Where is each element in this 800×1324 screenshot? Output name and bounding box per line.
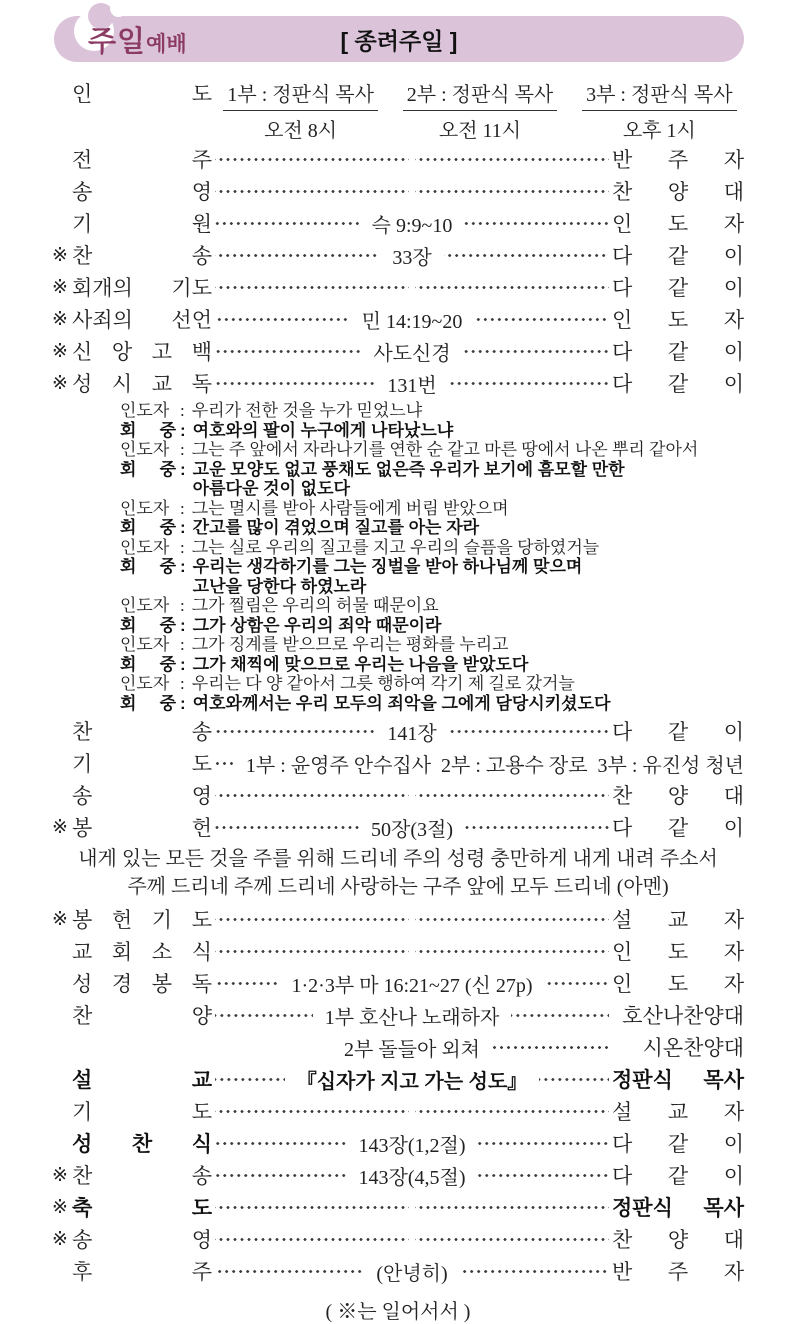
standing-marker: ※ <box>52 340 68 362</box>
reading-line <box>120 401 744 421</box>
item-center: 1·2·3부 마 16:21~27 (신 27p) <box>291 974 533 997</box>
dotted-leader <box>415 1095 609 1127</box>
order-row-benediction <box>52 1191 744 1223</box>
dotted-leader <box>215 1159 347 1191</box>
dotted-leader <box>215 903 409 935</box>
item-center: 2부 돌들아 외쳐 <box>344 1038 480 1061</box>
item-right: 다 같 이 <box>612 276 744 300</box>
reading-line <box>120 694 744 714</box>
reading-separator: : <box>180 596 185 615</box>
dotted-leader <box>415 779 609 811</box>
lead-part-2 <box>395 78 564 143</box>
dotted-leader <box>215 271 409 303</box>
standing-marker: ※ <box>52 244 68 266</box>
reading-text: 그가 상함은 우리의 죄악 때문이라 <box>192 615 442 635</box>
reading-separator: : <box>180 615 186 635</box>
dotted-leader <box>474 303 609 335</box>
standing-marker: ※ <box>52 276 68 298</box>
dotted-leader <box>492 1031 609 1063</box>
dotted-leader <box>460 1255 609 1287</box>
order-row-communion <box>52 1127 744 1159</box>
reading-speaker: 인도자 <box>120 401 170 420</box>
item-right: 반 주 자 <box>612 148 744 172</box>
item-label: 찬 송 <box>72 244 212 268</box>
item-label: 기 도 <box>72 752 212 776</box>
dotted-leader <box>215 747 234 779</box>
standing-marker: ※ <box>52 1228 68 1250</box>
standing-marker: ※ <box>52 308 68 330</box>
reading-line <box>120 499 744 519</box>
reading-text: 고운 모양도 없고 풍채도 없은즉 우리가 보기에 흠모할 만한 <box>192 459 625 479</box>
standing-marker: ※ <box>52 372 68 394</box>
order-row-scripture <box>52 967 744 999</box>
dotted-leader <box>215 999 313 1031</box>
dotted-leader <box>215 335 361 367</box>
dotted-leader <box>215 1063 285 1095</box>
reading-text: 그는 실로 우리의 질고를 지고 우리의 슬픔을 당하였거늘 <box>191 537 600 557</box>
item-center: 33장 <box>392 246 432 269</box>
order-row-invocation <box>52 207 744 239</box>
reading-line <box>120 674 744 694</box>
item-label: 사죄의 선언 <box>72 308 212 332</box>
item-right: 찬 양 대 <box>612 180 744 204</box>
item-label: 전 주 <box>72 148 212 172</box>
reading-text: 그는 멸시를 받아 사람들에게 버림 받았으며 <box>191 498 509 518</box>
item-label: 찬 양 <box>72 1004 212 1028</box>
dotted-leader <box>449 715 609 747</box>
item-label: 성 경 봉 독 <box>72 972 212 996</box>
reading-line <box>120 557 744 577</box>
item-label: 축 도 <box>72 1197 212 1220</box>
dotted-leader <box>465 811 609 843</box>
item-right: 인 도 자 <box>612 940 744 964</box>
dotted-leader <box>215 967 280 999</box>
reading-speaker: 인도자 <box>120 440 170 459</box>
standing-marker: ※ <box>52 1164 68 1186</box>
reading-speaker: 인도자 <box>120 635 170 654</box>
item-label: 송 영 <box>72 180 212 204</box>
item-right: 찬 양 대 <box>612 784 744 808</box>
reading-separator: : <box>180 440 185 459</box>
dotted-leader <box>215 1031 332 1063</box>
dotted-leader <box>215 715 375 747</box>
item-label: 신 앙 고 백 <box>72 340 212 364</box>
reading-text: 간고를 많이 겪었으며 질고를 아는 자라 <box>192 518 480 537</box>
reading-text: 고난을 당한다 하였노라 <box>192 576 367 596</box>
item-right: 정판식 목사 <box>612 1069 744 1092</box>
item-right: 설 교 자 <box>612 908 744 932</box>
reading-text: 여호와께서는 우리 모두의 죄악을 그에게 담당시키셨도다 <box>192 693 611 713</box>
item-label: 기 원 <box>72 212 212 236</box>
standing-marker: ※ <box>52 1196 68 1218</box>
reading-separator: : <box>180 557 186 576</box>
reading-separator: : <box>180 693 186 713</box>
item-label: 후 주 <box>72 1260 212 1284</box>
order-row-responsive-reading <box>52 367 744 399</box>
dotted-leader <box>415 271 609 303</box>
item-label: 송 영 <box>72 1228 212 1252</box>
page-title: [ 종려주일 ] <box>340 27 458 54</box>
item-center: 50장(3절) <box>371 818 453 841</box>
lead-part-2-name: 2부 : 정판식 목사 <box>403 78 557 111</box>
reading-speaker: 인도자 <box>120 498 170 518</box>
item-right: 다 같 이 <box>612 372 745 396</box>
order-row-doxology <box>52 175 744 207</box>
item-right: 찬 양 대 <box>612 1228 744 1252</box>
order-row-offering-prayer <box>52 903 744 935</box>
item-right: 인 도 자 <box>612 308 745 332</box>
reading-text: 아름다운 것이 없도다 <box>192 479 350 498</box>
dotted-leader <box>415 903 609 935</box>
standing-marker: ※ <box>52 816 68 838</box>
item-right: 인 도 자 <box>612 972 745 996</box>
dotted-leader <box>464 207 609 239</box>
item-right: 다 같 이 <box>612 720 745 744</box>
dotted-leader <box>215 175 409 207</box>
item-label: 송 영 <box>72 784 212 808</box>
item-label: 찬 송 <box>72 1164 212 1188</box>
dotted-leader <box>215 811 359 843</box>
item-right: 다 같 이 <box>612 1164 744 1188</box>
reading-speaker: 회 중 <box>120 654 176 674</box>
item-label: 설 교 <box>72 1069 212 1092</box>
reading-separator: : <box>180 654 186 674</box>
item-label: 교 회 소 식 <box>72 940 212 964</box>
item-label: 회개의 기도 <box>72 276 212 300</box>
item-label: 기 도 <box>72 1100 212 1124</box>
reading-speaker: 회 중 <box>120 518 176 537</box>
order-row-doxology-3 <box>52 1223 744 1255</box>
lead-label: 인 도 <box>72 82 212 106</box>
order-row-prayer <box>52 1095 744 1127</box>
logo-text-sub: 예배 <box>146 32 187 56</box>
order-row-doxology-2 <box>52 779 744 811</box>
dotted-leader <box>539 1063 609 1095</box>
order-row-creed <box>52 335 744 367</box>
dotted-leader <box>215 303 350 335</box>
reading-separator: : <box>180 674 185 693</box>
item-center: 『십자가 지고 가는 성도』 <box>296 1070 528 1093</box>
reading-line-continuation <box>120 479 744 499</box>
dotted-leader <box>415 143 609 175</box>
order-row-prelude <box>52 143 744 175</box>
item-right: 정판식 목사 <box>612 1197 744 1220</box>
dotted-leader <box>463 335 609 367</box>
dotted-leader <box>215 779 409 811</box>
logo-text-main: 주일 <box>88 25 147 58</box>
item-right: 다 같 이 <box>612 340 744 364</box>
item-right: 다 같 이 <box>612 816 744 840</box>
reading-speaker: 인도자 <box>120 596 170 615</box>
reading-speaker: 회 중 <box>120 420 176 440</box>
reading-text: 그가 찔림은 우리의 허물 때문이요 <box>191 596 439 615</box>
reading-text: 그가 채찍에 맞으므로 우리는 나음을 받았도다 <box>192 654 529 674</box>
order-row-postlude <box>52 1255 744 1287</box>
lead-row <box>52 78 744 143</box>
responsive-reading <box>120 401 744 713</box>
reading-text: 그는 주 앞에서 자라나기를 연한 순 같고 마른 땅에서 나온 뿌리 같아서 <box>191 440 699 459</box>
dotted-leader <box>545 967 610 999</box>
item-label: 찬 송 <box>72 720 212 744</box>
lead-part-1-time: 오전 8시 <box>264 120 338 142</box>
dotted-leader <box>215 1255 364 1287</box>
offering-hymn-verse <box>52 845 744 901</box>
reading-separator: : <box>180 518 186 537</box>
reading-speaker: 회 중 <box>120 557 176 576</box>
item-right: 호산나찬양대 <box>622 1004 744 1028</box>
dotted-leader <box>415 175 609 207</box>
dotted-leader <box>215 143 409 175</box>
dotted-leader <box>215 239 380 271</box>
reading-line <box>120 635 744 655</box>
item-right: 인 도 자 <box>612 212 745 236</box>
item-center: 131번 <box>387 374 437 397</box>
order-row-anthem-1 <box>52 999 744 1031</box>
order-row-hymn-143 <box>52 1159 744 1191</box>
dotted-leader <box>215 207 360 239</box>
reading-speaker: 회 중 <box>120 459 176 479</box>
logo-dot-icon <box>110 0 127 17</box>
dotted-leader <box>511 999 609 1031</box>
dotted-leader <box>215 1127 347 1159</box>
item-center: 슥 9:9~10 <box>371 214 453 237</box>
verse-line-2: 주께 드리네 주께 드리네 사랑하는 구주 앞에 모두 드리네 (아멘) <box>127 876 669 898</box>
lead-parts <box>216 78 744 143</box>
dotted-leader <box>449 367 609 399</box>
item-center: 143장(4,5절) <box>358 1166 466 1189</box>
dotted-leader <box>415 1191 609 1223</box>
item-label: 봉 헌 <box>72 816 212 840</box>
reading-speaker: 인도자 <box>120 674 170 693</box>
dotted-leader <box>215 935 409 967</box>
dotted-leader <box>215 367 375 399</box>
item-center: 143장(1,2절) <box>358 1134 466 1157</box>
reading-separator: : <box>180 459 186 479</box>
reading-separator: : <box>180 635 185 654</box>
lead-part-2-time: 오전 11시 <box>438 120 522 142</box>
item-center: 141장 <box>387 722 437 745</box>
item-right: 설 교 자 <box>612 1100 744 1124</box>
reading-separator: : <box>180 537 185 557</box>
reading-text: 우리는 생각하기를 그는 징벌을 받아 하나님께 맞으며 <box>192 557 583 576</box>
item-center: 사도신경 <box>373 342 451 365</box>
item-center: (안녕히) <box>376 1262 448 1285</box>
service-logo <box>88 19 187 60</box>
dotted-leader <box>415 935 609 967</box>
order-row-announcements <box>52 935 744 967</box>
reading-text: 우리가 전한 것을 누가 믿었느냐 <box>191 401 423 420</box>
item-right: 다 같 이 <box>612 1132 744 1156</box>
reading-speaker <box>120 577 176 597</box>
reading-separator: : <box>180 420 186 440</box>
reading-line <box>120 460 744 480</box>
order-row-absolution <box>52 303 744 335</box>
dotted-leader <box>215 1191 409 1223</box>
item-right: 다 같 이 <box>612 244 745 268</box>
reading-line <box>120 596 744 616</box>
reading-text: 그가 징계를 받으므로 우리는 평화를 누리고 <box>191 635 509 654</box>
reading-line <box>120 518 744 538</box>
dotted-leader <box>477 1127 609 1159</box>
item-label: 봉 헌 기 도 <box>72 908 212 932</box>
order-row-hymn-141 <box>52 715 744 747</box>
item-label: 성 시 교 독 <box>72 372 212 396</box>
header-bar <box>54 16 744 62</box>
lead-part-1-name: 1부 : 정판식 목사 <box>223 78 377 111</box>
lead-part-3 <box>575 78 744 143</box>
item-right: 시온찬양대 <box>642 1036 745 1060</box>
lead-part-1 <box>216 78 385 143</box>
reading-line <box>120 538 744 558</box>
reading-line <box>120 655 744 675</box>
dotted-leader <box>415 1223 609 1255</box>
reading-line-continuation <box>120 577 744 597</box>
dotted-leader <box>444 239 609 271</box>
order-row-prayer-names <box>52 747 744 779</box>
order-row-offering <box>52 811 744 843</box>
item-label: 성 찬 식 <box>72 1133 212 1156</box>
lead-part-3-name: 3부 : 정판식 목사 <box>582 78 736 111</box>
item-center: 민 14:19~20 <box>361 310 463 333</box>
reading-text: 여호와의 팔이 누구에게 나타났느냐 <box>192 420 454 440</box>
order-row-sermon <box>52 1063 744 1095</box>
dotted-leader <box>215 1095 409 1127</box>
reading-speaker <box>120 479 176 499</box>
reading-line <box>120 616 744 636</box>
standing-marker: ※ <box>52 908 68 930</box>
lead-part-3-time: 오후 1시 <box>622 120 696 142</box>
item-center: 1부 : 윤영주 안수집사 2부 : 고용수 장로 3부 : 유진성 청년 <box>245 754 744 777</box>
reading-line <box>120 440 744 460</box>
order-row-hymn <box>52 239 744 271</box>
standing-note: ( ※는 일어서서 ) <box>325 1301 471 1323</box>
reading-speaker: 회 중 <box>120 693 176 713</box>
order-row-repentance <box>52 271 744 303</box>
reading-speaker: 인도자 <box>120 537 170 557</box>
verse-line-1: 내게 있는 모든 것을 주를 위해 드리네 주의 성령 충만하게 내게 내려 주소서 <box>78 848 718 870</box>
dotted-leader <box>215 1223 409 1255</box>
item-right: 반 주 자 <box>612 1260 744 1284</box>
item-center: 1부 호산나 노래하자 <box>324 1006 500 1029</box>
dotted-leader <box>477 1159 609 1191</box>
reading-text: 우리는 다 양 같아서 그릇 행하여 각기 제 길로 갔거늘 <box>191 674 575 693</box>
reading-speaker: 회 중 <box>120 615 176 635</box>
reading-line <box>120 421 744 441</box>
reading-separator: : <box>180 498 185 518</box>
reading-separator: : <box>180 401 185 420</box>
order-row-anthem-2 <box>52 1031 744 1063</box>
